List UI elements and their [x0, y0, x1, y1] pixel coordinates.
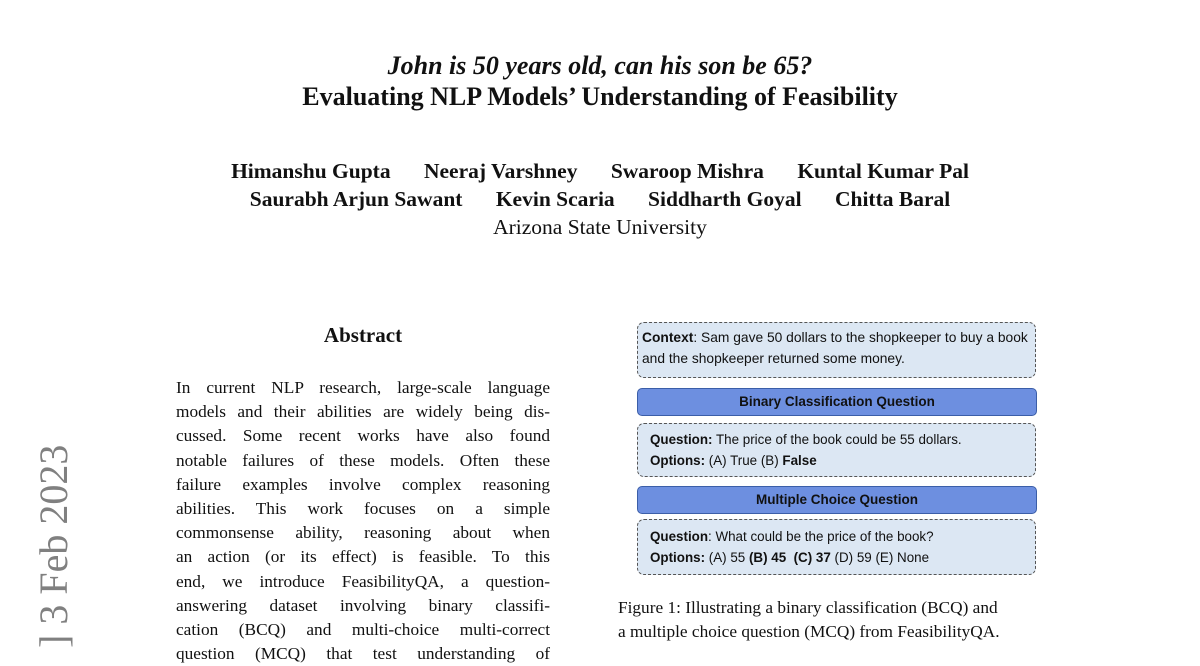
caption-line: Figure 1: Illustrating a binary classification (BCQ) and [618, 598, 998, 617]
mcq-options-label: Options: [650, 550, 706, 565]
abstract-line: cation (BCQ) and multi-choice multi-correct [176, 619, 550, 639]
context-text: : Sam gave 50 dollars to the shopkeeper to buy a book and the shopkeeper returned some money. [642, 330, 1028, 366]
bcq-question [650, 429, 1025, 450]
bcq-options-text: (A) True (B) [705, 453, 783, 468]
context-label: Context [642, 330, 694, 345]
abstract-line: question (MCQ) that test understanding of [176, 644, 550, 664]
abstract-line: an action (or its effect) is feasible. To this [176, 547, 550, 567]
author-name: Saurabh Arjun Sawant [249, 187, 463, 211]
author-name: Himanshu Gupta [231, 159, 391, 183]
abstract-line: cussed. Some recent works have also found [176, 426, 550, 446]
author-name: Kevin Scaria [495, 187, 615, 211]
mcq-question-label: Question [650, 529, 709, 544]
abstract-line: abilities. This work focuses on a simple [176, 498, 550, 518]
abstract-line: commonsense ability, reasoning about when [176, 523, 550, 543]
abstract-line: end, we introduce FeasibilityQA, a question- [176, 571, 550, 591]
author-name: Swaroop Mishra [610, 159, 764, 183]
abstract-line: models and their abilities are widely being dis- [176, 402, 550, 422]
paper-title-line-2: Evaluating NLP Models’ Understanding of Feasibility [302, 82, 898, 111]
bcq-answer: False [782, 453, 817, 468]
bcq-question-text: The price of the book could be 55 dollars. [712, 432, 962, 447]
abstract-line: In current NLP research, large-scale language [176, 378, 550, 397]
author-name: Neeraj Varshney [423, 159, 578, 183]
caption-line: a multiple choice question (MCQ) from FeasibilityQA. [618, 622, 1000, 642]
mcq-question [650, 526, 1025, 547]
author-row-2 [0, 185, 1200, 213]
bcq-question-label: Question: [650, 432, 713, 447]
mcq-options [650, 547, 1025, 568]
bcq-box [637, 423, 1036, 477]
abstract-line: notable failures of these models. Often these [176, 450, 550, 470]
mcq-question-text: : What could be the price of the book? [708, 529, 934, 544]
author-name: Kuntal Kumar Pal [797, 159, 969, 183]
mcq-header: Multiple Choice Question [637, 486, 1037, 514]
mcq-other-options: (D) 59 (E) None [830, 550, 930, 565]
paper-title-line-1: John is 50 years old, can his son be 65? [387, 51, 813, 80]
affiliation: Arizona State University [493, 215, 707, 239]
abstract-heading: Abstract [323, 323, 403, 347]
author-row-1 [0, 157, 1200, 185]
abstract-line: failure examples involve complex reasoning [176, 474, 550, 494]
abstract-line: answering dataset involving binary classifi- [176, 595, 550, 615]
mcq-correct-options: (B) 45 (C) 37 [748, 550, 831, 565]
context-box [637, 322, 1036, 378]
author-name: Siddharth Goyal [648, 187, 802, 211]
abstract-body [176, 376, 550, 666]
bcq-header: Binary Classification Question [637, 388, 1037, 416]
author-name: Chitta Baral [834, 187, 951, 211]
figure-caption [618, 596, 1063, 644]
bcq-options [650, 450, 1025, 471]
bcq-options-label: Options: [650, 453, 706, 468]
mcq-option-a: (A) 55 [705, 550, 749, 565]
arxiv-stamp: ] 3 Feb 2023 [31, 444, 76, 648]
mcq-box [637, 519, 1036, 575]
